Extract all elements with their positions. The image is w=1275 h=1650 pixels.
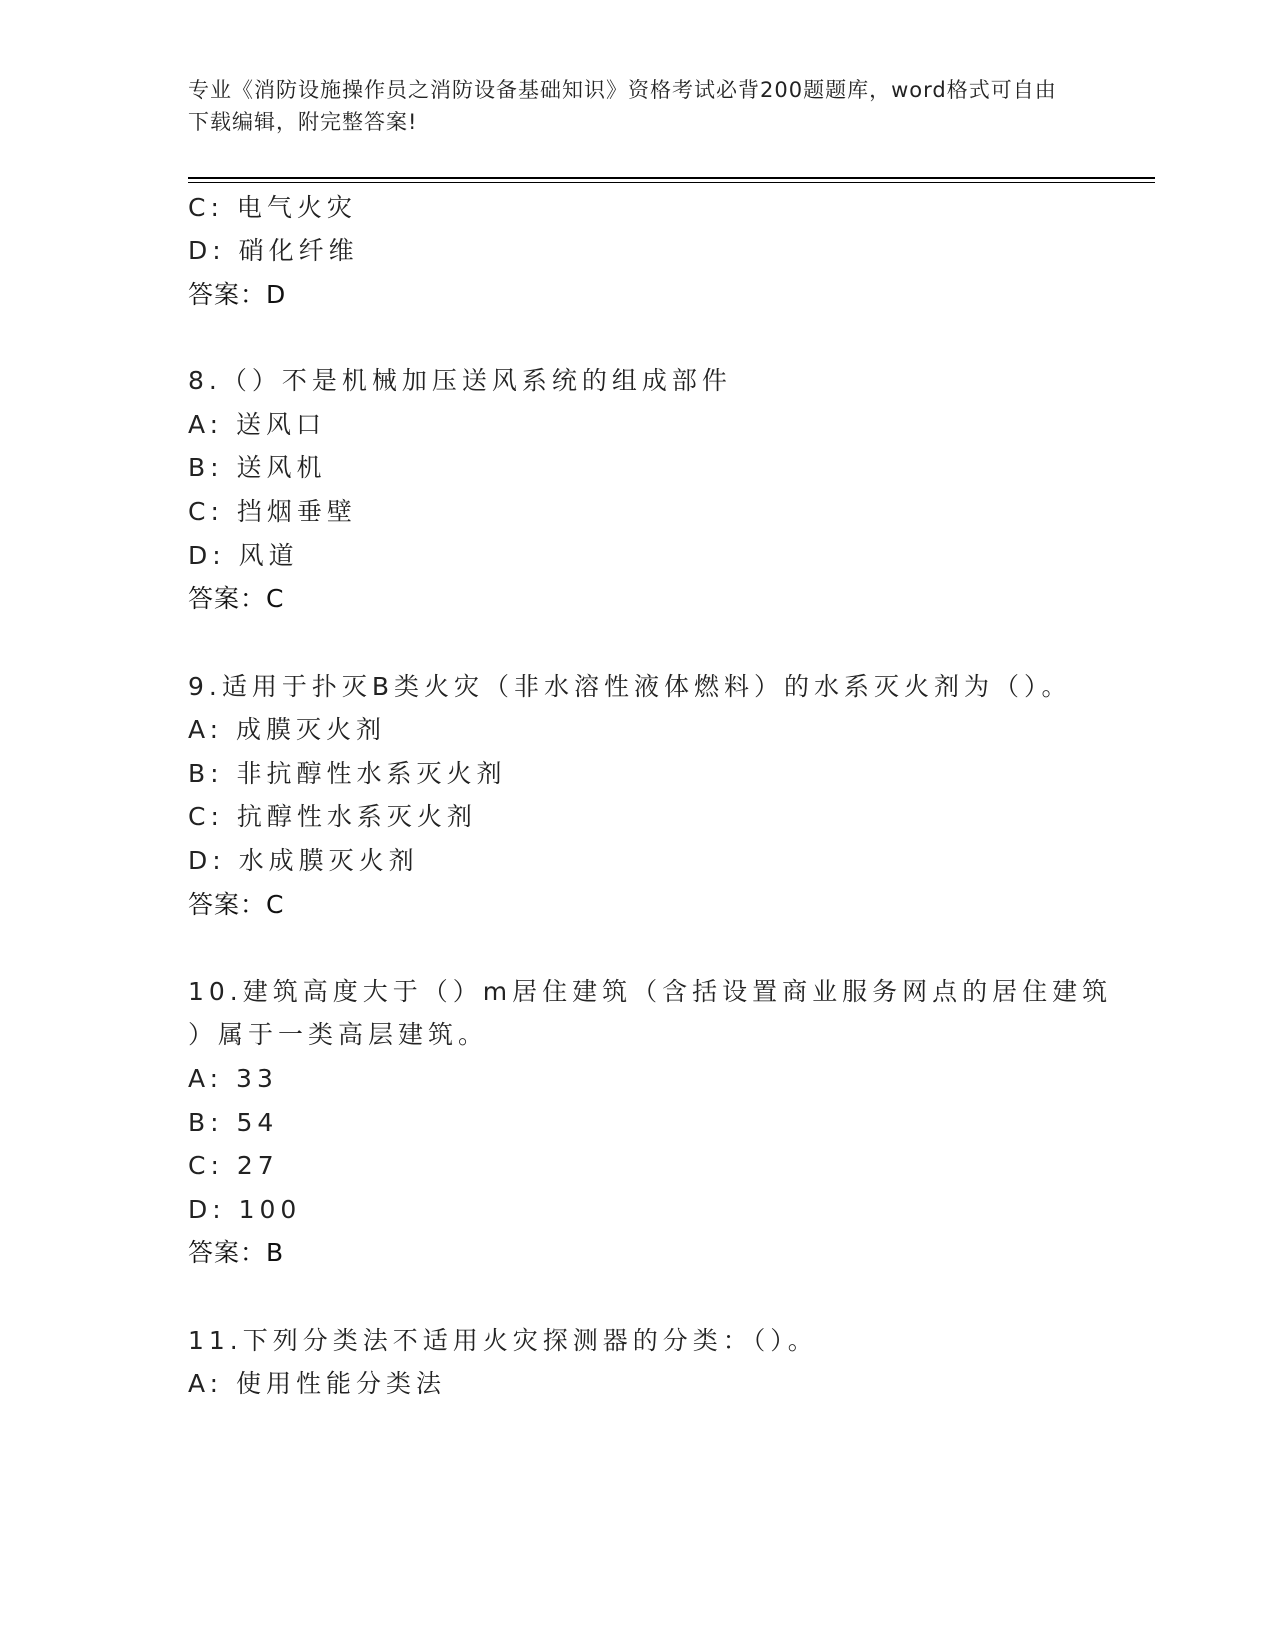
question-10-option-c: C: 27: [188, 1151, 279, 1180]
question-9-option-c: C: 抗醇性水系灭火剂: [188, 802, 477, 831]
header-rule-thin: [188, 182, 1155, 183]
question-10-stem-line2: ）属于一类高层建筑。: [188, 1020, 489, 1049]
header-rule-thick: [188, 177, 1155, 179]
option-d: D: 硝化纤维: [188, 236, 359, 265]
question-9-stem: 9.适用于扑灭B类火灾（非水溶性液体燃料）的水系灭火剂为（）。: [188, 672, 1072, 701]
question-9-option-b: B: 非抗醇性水系灭火剂: [188, 759, 507, 788]
question-10-option-a: A: 33: [188, 1064, 278, 1093]
question-10-option-d: D: 100: [188, 1195, 302, 1224]
question-8-stem: 8.（）不是机械加压送风系统的组成部件: [188, 366, 732, 395]
document-header: 专业《消防设施操作员之消防设备基础知识》资格考试必背200题题库，word格式可自由下载编辑，附完整答案!: [188, 78, 1057, 134]
answer-line: 答案：D: [188, 280, 287, 309]
question-8-answer: 答案：C: [188, 584, 285, 613]
question-10-stem-line1: 10.建筑高度大于（）m居住建筑（含括设置商业服务网点的居住建筑: [188, 977, 1113, 1006]
question-8-option-c: C: 挡烟垂壁: [188, 497, 357, 526]
question-9-option-a: A: 成膜灭火剂: [188, 715, 387, 744]
question-8-option-a: A: 送风口: [188, 410, 327, 439]
question-9-answer: 答案：C: [188, 890, 285, 919]
question-9-option-d: D: 水成膜灭火剂: [188, 846, 419, 875]
question-8-option-d: D: 风道: [188, 541, 299, 570]
option-c: C: 电气火灾: [188, 193, 357, 222]
question-10-option-b: B: 54: [188, 1108, 279, 1137]
question-11-stem: 11.下列分类法不适用火灾探测器的分类：（）。: [188, 1326, 818, 1355]
question-10-answer: 答案：B: [188, 1238, 285, 1267]
question-11-option-a: A: 使用性能分类法: [188, 1369, 447, 1398]
question-8-option-b: B: 送风机: [188, 453, 327, 482]
